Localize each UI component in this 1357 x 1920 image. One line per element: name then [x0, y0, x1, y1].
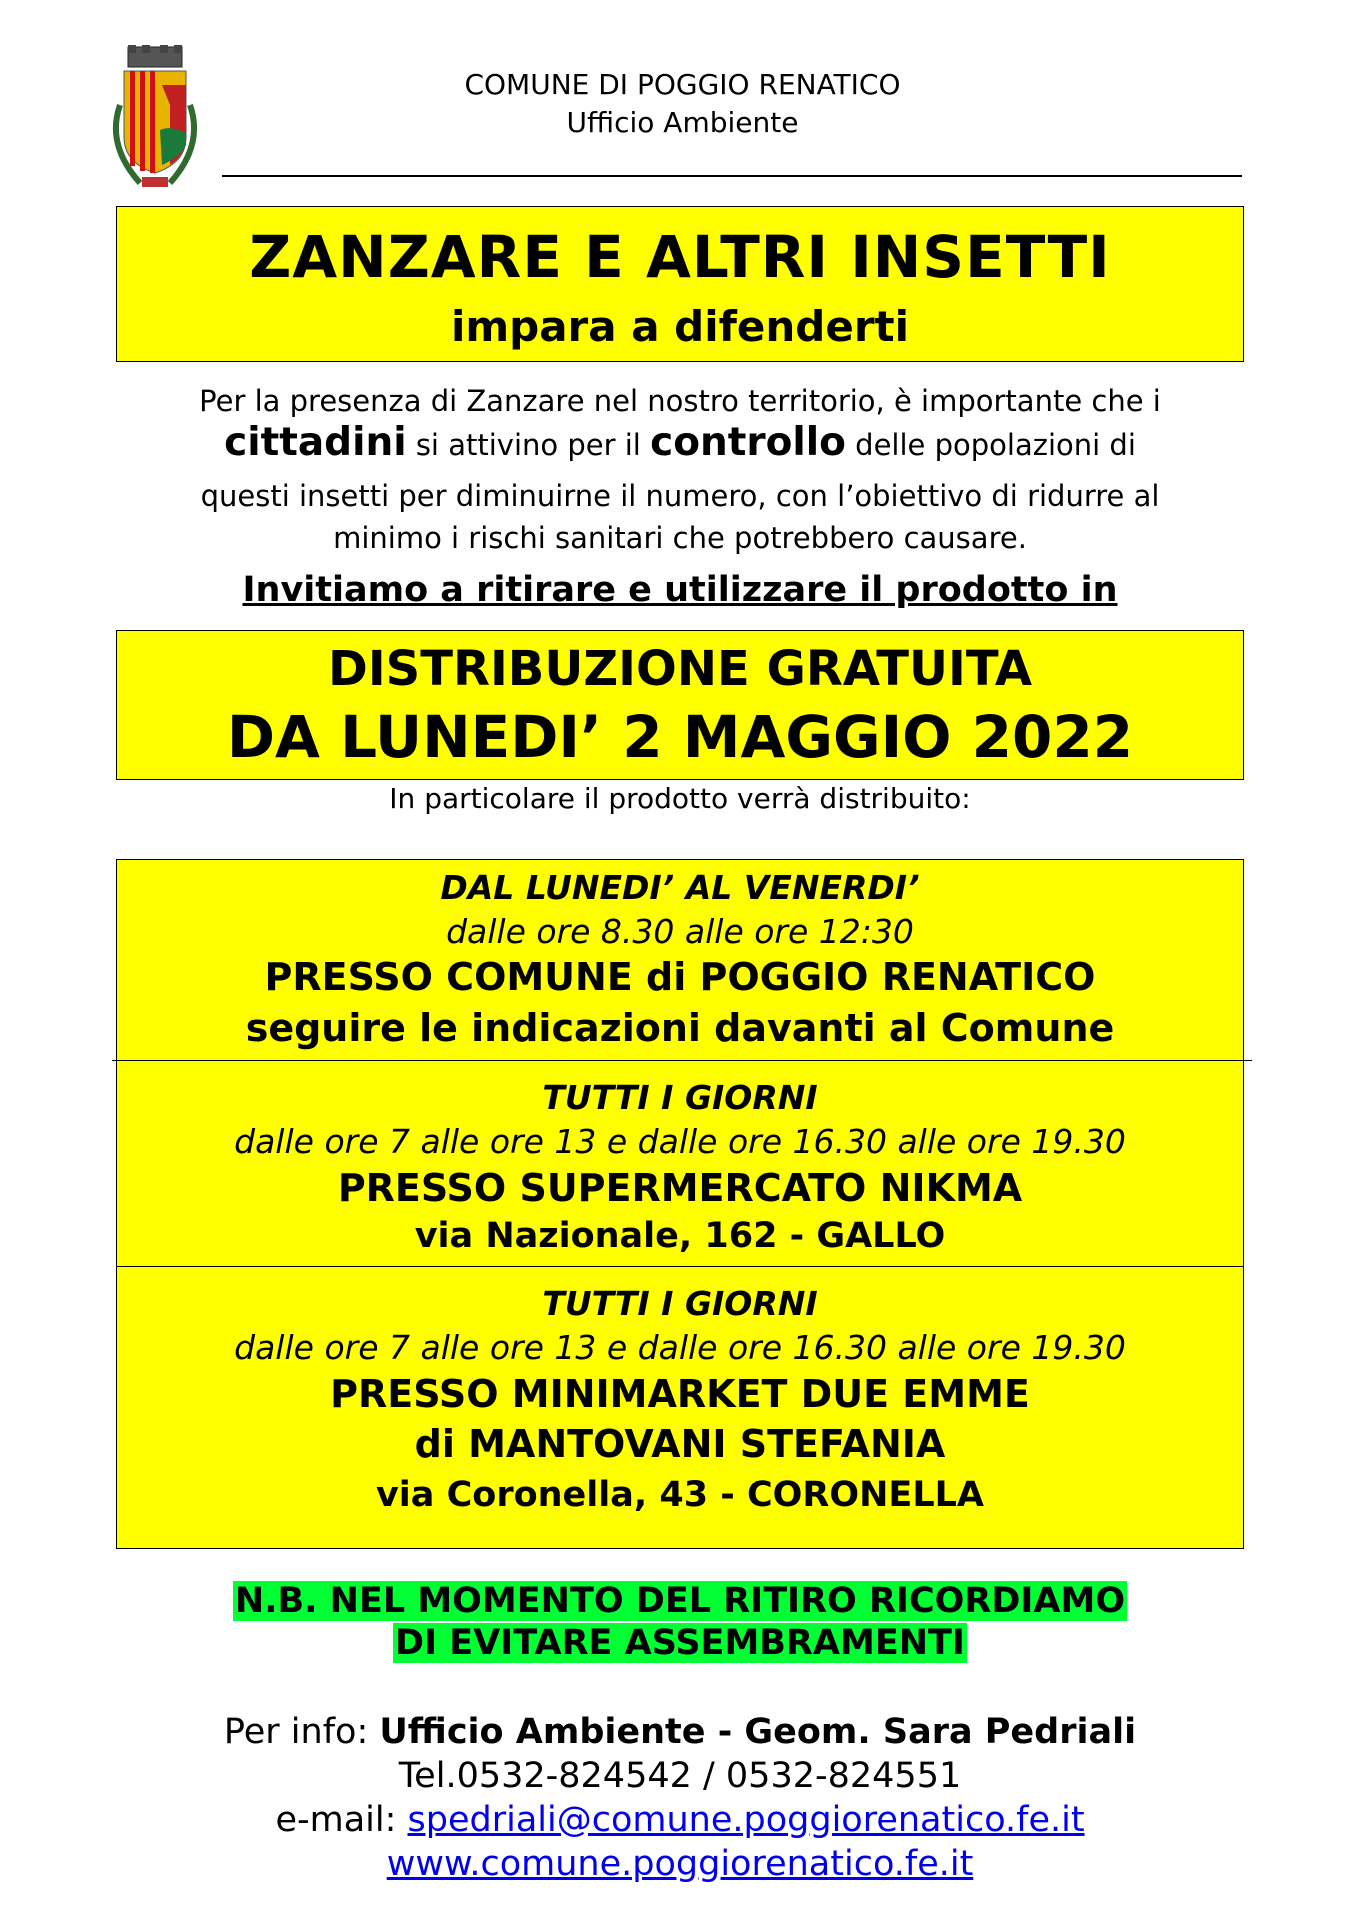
schedule-3-place: PRESSO MINIMARKET DUE EMME	[330, 1372, 1030, 1416]
office-name: Ufficio Ambiente	[566, 106, 799, 139]
header-divider	[222, 175, 1242, 177]
info-label: Per info:	[223, 1712, 380, 1752]
nb-line-1: N.B. NEL MOMENTO DEL RITIRO RICORDIAMO	[234, 1581, 1126, 1621]
intro-line-4: minimo i rischi sanitari che potrebbero causare.	[333, 521, 1027, 555]
schedule-1-days: DAL LUNEDI’ AL VENERDI’	[440, 868, 920, 907]
intro-line-2	[116, 422, 1244, 466]
schedule-2-days: TUTTI I GIORNI	[542, 1078, 818, 1117]
nb-notice	[116, 1580, 1244, 1664]
schedule-2-hours: dalle ore 7 alle ore 13 e dalle ore 16.30 alle ore 19.30	[234, 1122, 1126, 1161]
schedule-3-address: via Coronella, 43 - CORONELLA	[375, 1475, 985, 1515]
website-link[interactable]: www.comune.poggiorenatico.fe.it	[386, 1844, 974, 1884]
contact-info	[116, 1712, 1244, 1752]
nb-line-2: DI EVITARE ASSEMBRAMENTI	[395, 1623, 965, 1663]
intro-bold-citizens: cittadini	[224, 420, 407, 465]
coat-of-arms-icon	[100, 45, 210, 190]
distribution-intro: In particolare il prodotto verrà distribuito:	[389, 782, 971, 815]
intro-end-text: delle popolazioni di	[845, 428, 1136, 462]
schedule-3-days: TUTTI I GIORNI	[542, 1284, 818, 1323]
contact-email-row	[116, 1800, 1244, 1840]
contact-website-row	[116, 1844, 1244, 1884]
intro-line-1: Per la presenza di Zanzare nel nostro territorio, è importante che i	[199, 384, 1161, 418]
page-subtitle: impara a difenderti	[450, 302, 910, 351]
intro-mid-text: si attivino per il	[406, 428, 651, 462]
schedule-divider	[117, 1266, 1243, 1267]
schedule-2-place: PRESSO SUPERMERCATO NIKMA	[337, 1166, 1023, 1210]
distribution-box	[116, 630, 1244, 780]
distribution-date: DA LUNEDI’ 2 MAGGIO 2022	[226, 703, 1134, 771]
info-value: Ufficio Ambiente - Geom. Sara Pedriali	[379, 1712, 1137, 1752]
page-title: ZANZARE E ALTRI INSETTI	[249, 223, 1111, 291]
email-link[interactable]: spedriali@comune.poggiorenatico.fe.it	[407, 1800, 1085, 1840]
schedule-box	[116, 859, 1244, 1549]
schedule-divider	[112, 1060, 1252, 1061]
schedule-1-hours: dalle ore 8.30 alle ore 12:30	[446, 912, 914, 951]
intro-line-3: questi insetti per diminuirne il numero, con l’obiettivo di ridurre al	[200, 479, 1160, 513]
schedule-3-hours: dalle ore 7 alle ore 13 e dalle ore 16.30 alle ore 19.30	[234, 1328, 1126, 1367]
title-box	[116, 206, 1244, 362]
email-label: e-mail:	[275, 1800, 408, 1840]
contact-phone: Tel.0532-824542 / 0532-824551	[398, 1756, 962, 1796]
schedule-1-place: PRESSO COMUNE di POGGIO RENATICO	[264, 955, 1096, 999]
distribution-title: DISTRIBUZIONE GRATUITA	[327, 641, 1033, 697]
invite-heading: Invitiamo a ritirare e utilizzare il prodotto in	[242, 570, 1118, 610]
org-name: COMUNE DI POGGIO RENATICO	[464, 68, 901, 101]
schedule-1-note: seguire le indicazioni davanti al Comune	[245, 1006, 1115, 1050]
intro-bold-control: controllo	[650, 420, 846, 465]
schedule-2-address: via Nazionale, 162 - GALLO	[414, 1216, 946, 1256]
schedule-3-owner: di MANTOVANI STEFANIA	[414, 1422, 946, 1466]
